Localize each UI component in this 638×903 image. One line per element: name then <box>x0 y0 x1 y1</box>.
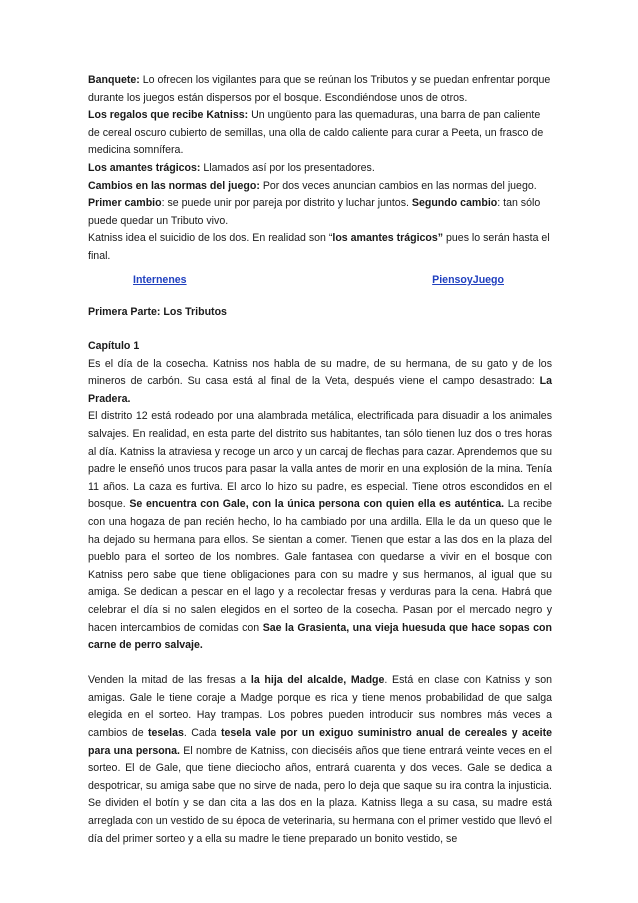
glossary-definition: : tan sólo puede quedar un Tributo vivo. <box>88 197 541 227</box>
glossary-term: Los regalos que recibe Katniss: <box>88 109 249 122</box>
chapter-paragraph: Es el día de la cosecha. Katniss nos habla de su madre, de su hermana, de su gato y de los mineros de carbón. Su casa está al final de la Veta, después viene el campo desastrado: La Pradera. <box>88 357 552 405</box>
glossary-definition: Por dos veces anuncian cambios en las normas del juego. <box>259 179 537 192</box>
glossary-term: Banquete: <box>88 74 140 86</box>
summary-emphasis: los amantes trágicos” <box>332 232 444 245</box>
glossary-section <box>88 72 552 266</box>
glossary-term: Primer cambio <box>88 197 162 210</box>
chapter-title: Capítulo 1 <box>88 340 140 352</box>
glossary-primer-cambio <box>88 195 552 230</box>
piensoyjuego-link[interactable]: PiensoyJuego <box>432 274 504 286</box>
chapter-paragraph: El distrito 12 está rodeado por una alambrada metálica, electrificada para disuadir a los animales salvajes. En realidad, en esta parte del distrito sus habitantes, tan sólo tienen luz dos o tres horas al día. Katniss la atraviesa y recoge un arco y un carcaj de flechas para cazar. Aprendemos que su padre le enseñó unos trucos para pasar la valla antes de morir en una explosión de la mina. Tenía 11 años. La caza es furtiva. El arco lo hizo su padre, es especial. Tiene otros escondidos en el bosque. Se encuentra con Gale, con la única persona con quien ella es auténtica. La recibe con una hogaza de pan recién hecho, lo ha cambiado por una ardilla. Ella le da un queso que le ha dejado su hermana para ellos. Se sientan a comer. Tienen que estar a las dos en la plaza del pueblo para el sorteo de los nombres. Gale fantasea con quedarse a vivir en el bosque con Katniss pero sabe que tiene obligaciones para con su madre y sus hermanos, al igual que su amiga. Se dedican a pescar en el lago y a recolectar fresas y verduras para la cena. Habrá que celebrar el día si no salen elegidos en el sorteo de la cosecha. Pasan por el mercado negro y hacen intercambios de comidas con Sae la Grasienta, una vieja huesuda que hace sopas con carne de perro salvaje. <box>88 410 552 652</box>
links-row <box>88 274 552 292</box>
glossary-term: Los amantes trágicos: <box>88 161 201 174</box>
summary-line <box>88 230 552 265</box>
summary-text: Katniss idea el suicidio de los dos. En realidad son “ <box>88 232 333 245</box>
glossary-regalos <box>88 107 552 160</box>
summary-text: pues lo serán hasta el final. <box>88 232 550 262</box>
chapter-section <box>88 338 552 848</box>
glossary-term: Segundo cambio <box>411 197 498 210</box>
glossary-definition: Llamados así por los presentadores. <box>200 161 375 174</box>
glossary-definition: Un ungüento para las quemaduras, una barra de pan caliente de cereal oscuro cubierto de semillas, una olla de caldo caliente para curar a Peeta, un frasco de medicina somnífera. <box>88 109 544 157</box>
glossary-banquete <box>88 72 552 107</box>
glossary-cambios <box>88 178 552 196</box>
glossary-term: Cambios en las normas del juego: <box>88 179 260 192</box>
part-title: Primera Parte: Los Tributos <box>88 306 227 318</box>
glossary-definition: : se puede unir por pareja por distrito y luchar juntos. <box>161 197 412 210</box>
glossary-definition: Lo ofrecen los vigilantes para que se reúnan los Tributos y se puedan enfrentar porque durante los juegos están dispersos por el bosque. Escondiéndose unos de otros. <box>88 74 551 104</box>
chapter-paragraph: Venden la mitad de las fresas a la hija del alcalde, Madge. Está en clase con Katniss y son amigas. Gale le tiene coraje a Madge porque es rica y tiene menos probabilidad de que salga elegida en el sorteo. Hay trampas. Los pobres pueden introducir sus nombres más veces a cambios de teselas. Cada tesela vale por un exiguo suministro anual de cereales y aceite para una persona. El nombre de Katniss, con dieciséis años que tiene entrará veinte veces en el sorteo. El de Gale, que tiene dieciocho años, entrará cuarenta y dos veces. Gale se dedica a despotricar, su amiga sabe que no sirve de nada, pero lo deja que saque su ira contra la injusticia. Se dividen el botín y se dan cita a las dos en la plaza. Katniss llega a su casa, su madre está arreglada con un vestido de su época de veterinaria, su hermana con el primer vestido que llevó el día del primer sorteo y a ella su madre le tiene preparado un bonito vestido, se <box>88 674 552 845</box>
paragraph-spacer <box>88 655 552 673</box>
internenes-link[interactable]: Internenes <box>133 274 187 286</box>
glossary-amantes <box>88 160 552 178</box>
